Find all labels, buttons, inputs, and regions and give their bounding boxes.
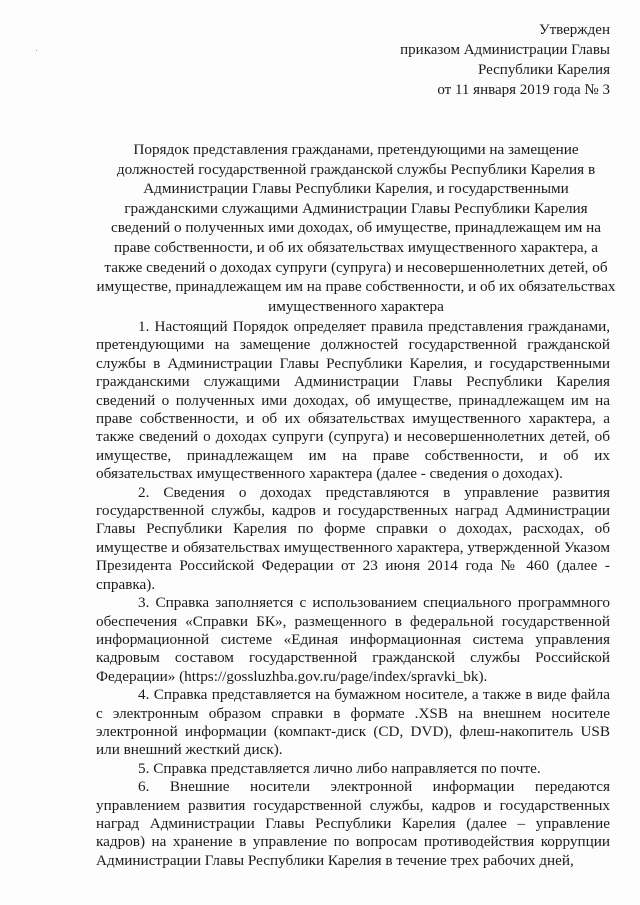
scan-speck <box>36 50 37 51</box>
paragraph-5: 5. Справка представляется лично либо направляется по почте. <box>138 759 541 777</box>
paragraph-3: 3. Справка заполняется с использованием специального программного обеспечения «Справки БК», размещенного в федеральной государственной информационной системе «Единая информационная система управления кадровым составом государственной гражданской службы Российской Федерации» (https://gossluzhba.gov.ru/page/index/spravki_bk). <box>96 594 610 685</box>
approval-line-republic: Республики Карелия <box>477 62 610 78</box>
paragraph-6: 6. Внешние носители электронной информации передаются управлением развития государственной службы, кадров и государственных наград Администрации Главы Республики Карелия (далее – управление кадров) на хранение в управление по вопросам противодействия коррупции Администрации Главы Республики Карелия в течение трех рабочих дней, <box>96 778 610 869</box>
approval-line-date: от 11 января 2019 года № 3 <box>437 82 610 98</box>
paragraph-1: 1. Настоящий Порядок определяет правила представления гражданами, претендующими на замещение должностей государственной гражданской службы в Администрации Главы Республики Карелия, и государственными гражданскими служащими Администрации Главы Республики Карелия сведений о полученных ими доходах, об имуществе, принадлежащем им на праве собственности, и об их обязательствах имущественного характера, а также сведений о доходах супруги (супруга) и несовершеннолетних детей, об имуществе, принадлежащем им на праве собственности, и об их обязательствах имущественного характера (далее - сведения о доходах). <box>96 318 610 483</box>
approval-line-approved: Утвержден <box>538 22 610 38</box>
document-body <box>96 318 610 870</box>
paragraph-2: 2. Сведения о доходах представляются в управление развития государственной службы, кадров и государственных наград Администрации Главы Республики Карелия по форме справки о доходах, расходах, об имуществе и обязательствах имущественного характера, утвержденной Указом Президента Российской Федерации от 23 июня 2014 года № 460 (далее - справка). <box>96 483 610 593</box>
document-title: Порядок представления гражданами, претендующими на замещение должностей государственной гражданской службы Республики Карелия в Администрации Главы Республики Карелия, и государственными гражданскими служащими Администрации Главы Республики Карелия сведений о полученных ими доходах, об имуществе, принадлежащем им на праве собственности, и об их обязательствах имущественного характера, а также сведений о доходах супруги (супруга) и несовершеннолетних детей, об имуществе, принадлежащем им на праве собственности, и об их обязательствах имущественного характера <box>96 141 616 315</box>
approval-line-order: приказом Администрации Главы <box>400 42 610 58</box>
approval-block <box>400 20 610 100</box>
paragraph-4: 4. Справка представляется на бумажном носителе, а также в виде файла с электронным образом справки в формате .XSB на внешнем носителе электронной информации (компакт-диск (CD, DVD), флеш-накопитель USB или внешний жесткий диск). <box>96 686 610 759</box>
